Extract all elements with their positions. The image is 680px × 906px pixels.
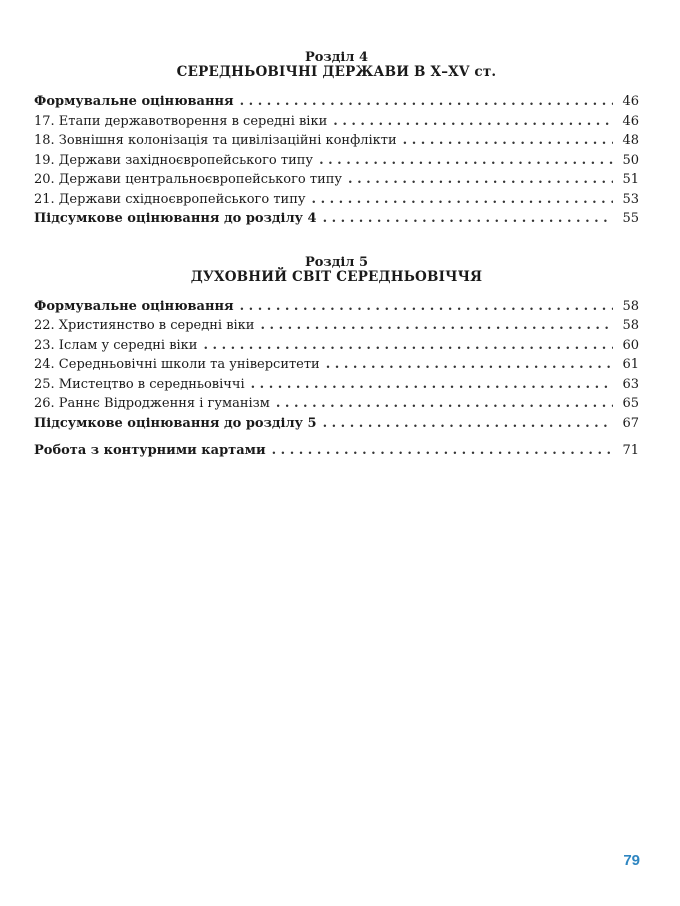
toc-entry-label: 26. Раннє Відродження і гуманізм (34, 396, 270, 411)
dot-leader (323, 209, 613, 229)
toc-entry-label: 17. Етапи державотворення в середні віки (34, 113, 328, 129)
dot-leader (240, 92, 613, 112)
toc-extra (34, 441, 639, 461)
toc-entry-label: 18. Зовнішня колонізація та цивілізаційні конфлікти (34, 133, 397, 148)
toc-entry-label: 22. Християнство в середні віки (34, 318, 255, 333)
dot-leader (272, 441, 613, 461)
toc-section-5 (34, 255, 639, 461)
toc-entry-label: 24. Середньовічні школи та університети (34, 357, 320, 372)
toc-entry-page: 71 (622, 443, 639, 458)
dot-leader (260, 316, 613, 336)
toc-section-4 (34, 50, 639, 229)
section-heading: Розділ 4 (304, 50, 369, 65)
toc-list (34, 92, 639, 229)
toc-entry-page: 53 (622, 191, 639, 207)
page-number: 79 (623, 852, 640, 869)
toc-entry[interactable] (34, 414, 639, 434)
toc-entry-label: Формувальне оцінювання (34, 94, 234, 109)
toc-entry[interactable] (34, 316, 639, 336)
toc-list (34, 297, 639, 434)
toc-entry[interactable] (34, 151, 639, 171)
dot-leader (403, 131, 613, 151)
toc-entry[interactable] (34, 112, 639, 132)
toc-entry[interactable] (34, 336, 639, 356)
toc-entry-page: 65 (622, 396, 639, 411)
toc-entry-page: 46 (622, 94, 639, 109)
toc-entry-label: Підсумкове оцінювання до розділу 5 (34, 415, 317, 431)
dot-leader (333, 112, 613, 132)
section-header (34, 50, 639, 80)
toc-entry[interactable] (34, 375, 639, 395)
toc-entry-page: 51 (622, 172, 639, 187)
toc-entry-label: 21. Держави східноєвропейського типу (34, 191, 306, 207)
toc-entry-contour-maps[interactable] (34, 441, 639, 461)
dot-leader (240, 297, 613, 317)
toc-entry[interactable] (34, 355, 639, 375)
toc-entry-label: Робота з контурними картами (34, 443, 266, 458)
dot-leader (319, 151, 613, 171)
toc-entry-label: 23. Іслам у середні віки (34, 337, 198, 353)
toc-entry[interactable] (34, 190, 639, 210)
toc-entry-page: 48 (622, 133, 639, 148)
dot-leader (323, 414, 613, 434)
toc-entry-page: 60 (622, 337, 639, 353)
toc-entry-page: 61 (622, 357, 639, 372)
dot-leader (251, 375, 613, 395)
toc-entry[interactable] (34, 92, 639, 112)
section-header (34, 255, 639, 285)
toc-entry-label: 25. Мистецтво в середньовіччі (34, 376, 245, 392)
toc-entry-page: 58 (622, 318, 639, 333)
toc-entry[interactable] (34, 394, 639, 414)
toc-entry-page: 58 (622, 298, 639, 314)
section-title: СЕРЕДНЬОВІЧНІ ДЕРЖАВИ В X–XV ст. (176, 64, 497, 80)
toc-entry-label: 19. Держави західноєвропейського типу (34, 152, 314, 168)
dot-leader (348, 170, 613, 190)
toc-entry-page: 67 (622, 415, 639, 431)
dot-leader (312, 190, 613, 210)
toc-entry-label: 20. Держави центральноєвропейського типу (34, 172, 343, 187)
section-heading: Розділ 5 (304, 254, 369, 270)
toc-entry-label: Формувальне оцінювання (34, 298, 234, 314)
toc-entry-page: 50 (622, 152, 639, 168)
dot-leader (326, 355, 613, 375)
toc-entry-page: 55 (622, 211, 639, 226)
toc-entry[interactable] (34, 131, 639, 151)
dot-leader (276, 394, 613, 414)
table-of-contents (34, 50, 639, 487)
dot-leader (203, 336, 613, 356)
toc-entry-page: 63 (622, 376, 639, 392)
toc-entry-label: Підсумкове оцінювання до розділу 4 (34, 211, 317, 226)
toc-entry-page: 46 (622, 113, 639, 129)
section-title: ДУХОВНИЙ СВІТ СЕРЕДНЬОВІЧЧЯ (190, 268, 483, 285)
toc-entry[interactable] (34, 209, 639, 229)
toc-entry[interactable] (34, 170, 639, 190)
toc-entry[interactable] (34, 297, 639, 317)
